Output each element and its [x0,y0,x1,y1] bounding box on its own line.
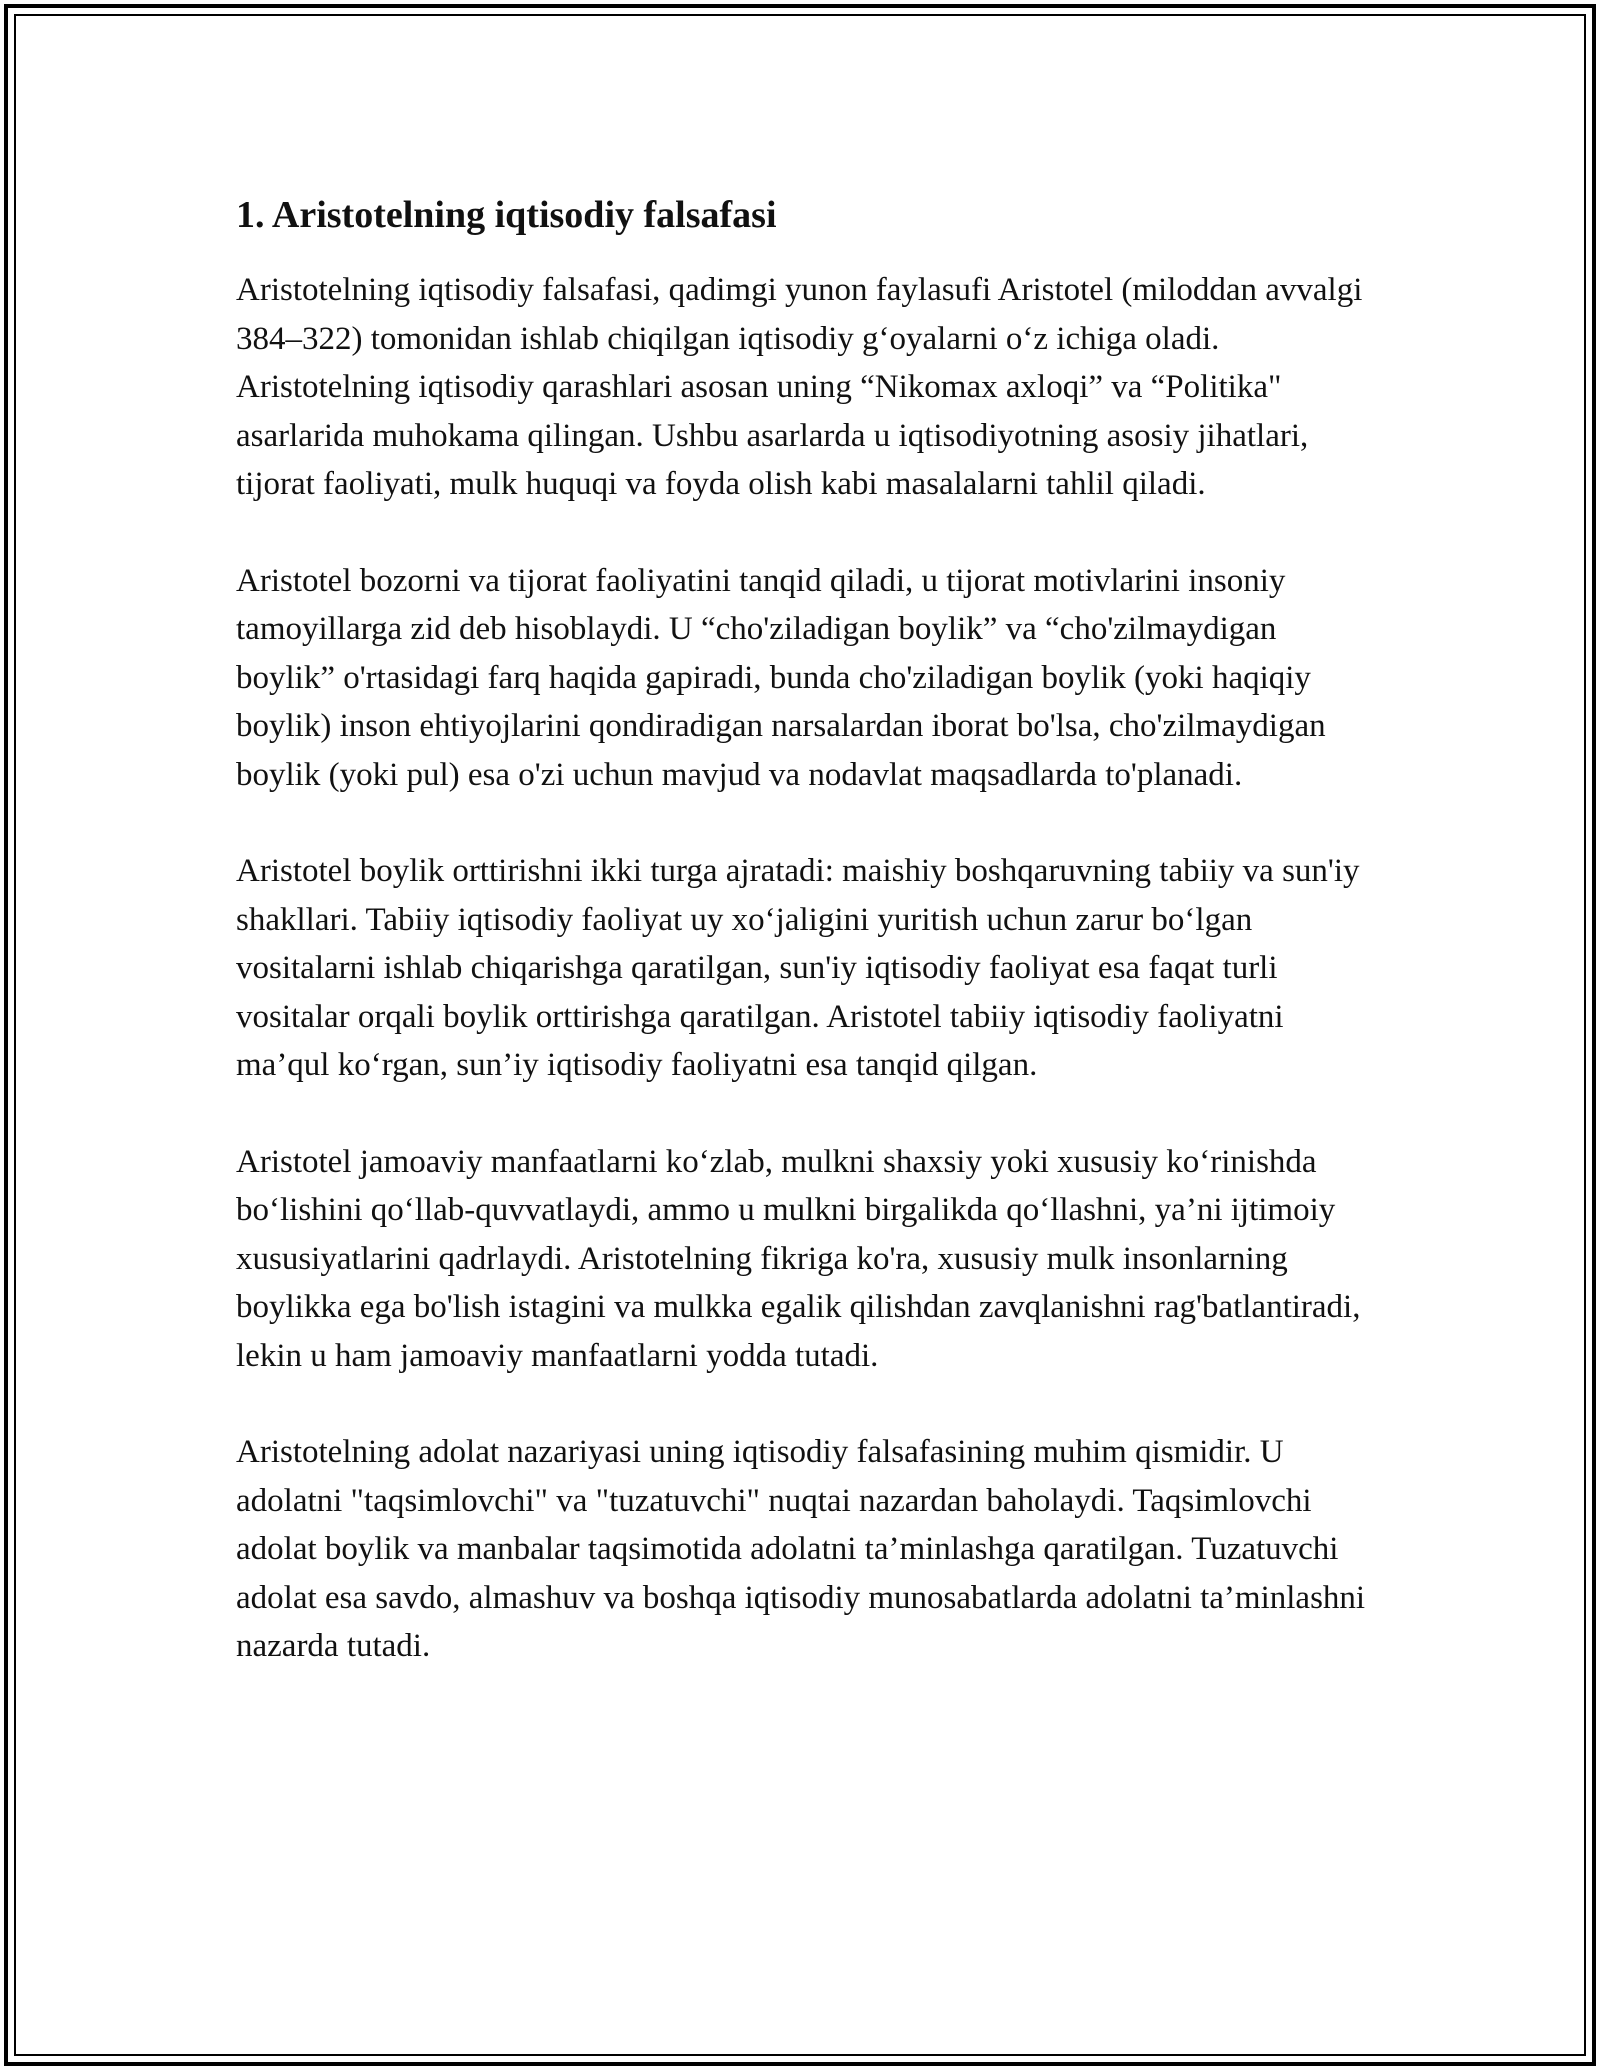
paragraph-1: Aristotelning iqtisodiy falsafasi, qadimgi yunon faylasufi Aristotel (miloddan avvalgi 384–322) tomonidan ishlab chiqilgan iqtisodiy g‘oyalarni o‘z ichiga oladi. Aristotelning iqtisodiy qarashlari asosan uning “Nikomax axloqi” va “Politika" asarlarida muhokama qilingan. Ushbu asarlarda u iqtisodiyotning asosiy jihatlari, tijorat faoliyati, mulk huquqi va foyda olish kabi masalalarni tahlil qiladi. [236,272,1363,502]
paragraph-5: Aristotelning adolat nazariyasi uning iqtisodiy falsafasining muhim qismidir. U adolatni "taqsimlovchi" va "tuzatuvchi" nuqtai nazardan baholaydi. Taqsimlovchi adolat boylik va manbalar taqsimotida adolatni ta’minlashga qaratilgan. Tuzatuvchi adolat esa savdo, almashuv va boshqa iqtisodiy munosabatlarda adolatni ta’minlashni nazarda tutadi. [236,1434,1366,1664]
paragraph-4: Aristotel jamoaviy manfaatlarni ko‘zlab, mulkni shaxsiy yoki xususiy ko‘rinishda bo‘lishini qo‘llab-quvvatlaydi, ammo u mulkni birgalikda qo‘llashni, ya’ni ijtimoiy xususiyatlarini qadrlaydi. Aristotelning fikriga ko'ra, xususiy mulk insonlarning boylikka ega bo'lish istagini va mulkka egalik qilishdan zavqlanishni rag'batlantiradi, lekin u ham jamoaviy manfaatlarni yodda tutadi. [236,1143,1361,1374]
paragraph-3: Aristotel boylik orttirishni ikki turga ajratadi: maishiy boshqaruvning tabiiy va sun'iy shakllari. Tabiiy iqtisodiy faoliyat uy xo‘jaligini yuritish uchun zarur bo‘lgan vositalarni ishlab chiqarishga qaratilgan, sun'iy iqtisodiy faoliyat esa faqat turli vositalar orqali boylik orttirishga qaratilgan. Aristotel tabiiy iqtisodiy faoliyatni ma’qul ko‘rgan, sun’iy iqtisodiy faoliyatni esa tanqid qilgan. [236,853,1360,1083]
paragraph-2: Aristotel bozorni va tijorat faoliyatini tanqid qiladi, u tijorat motivlarini insoniy tamoyillarga zid deb hisoblaydi. U “cho'ziladigan boylik” va “cho'zilmaydigan boylik” o'rtasidagi farq haqida gapiradi, bunda cho'ziladigan boylik (yoki haqiqiy boylik) inson ehtiyojlarini qondiradigan narsalardan iborat bo'lsa, cho'zilmaydigan boylik (yoki pul) esa o'zi uchun mavjud va nodavlat maqsadlarda to'planadi. [236,562,1326,793]
document-body [236,188,1376,1671]
document-title: 1. Aristotelning iqtisodiy falsafasi [236,194,777,236]
